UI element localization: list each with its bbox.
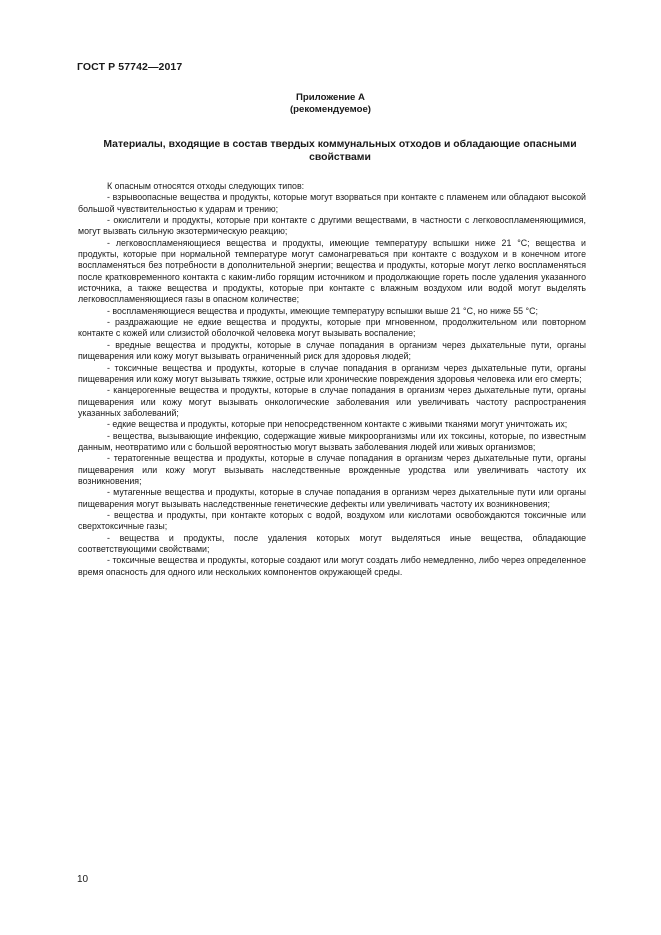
page-number: 10 — [77, 874, 89, 885]
hazard-item-irritant: - раздражающие не едкие вещества и продукты, которые при мгновенном, продолжительном или повторном контакте с кожей или слизистой оболочкой человека могут вызывать воспаление; — [78, 317, 586, 339]
hazard-item-secondary-release: - вещества и продукты, после удаления которых могут выделяться иные вещества, обладающие соответствующими свойствами; — [78, 532, 586, 554]
appendix-status: (рекомендуемое) — [289, 104, 371, 115]
hazard-item-mutagenic: - мутагенные вещества и продукты, которые в случае попадания в организм через дыхательные пути или органы пищеварения могут вызывать наследственные генетические дефекты или увеличивать частоту их возникновения; — [78, 487, 586, 509]
hazard-item-carcinogenic: - канцерогенные вещества и продукты, которые в случае попадания в организм через дыхательные пути, органы пищеварения или кожу могут вызывать онкологические заболевания или увеличивать частоту распространения указанных заболеваний; — [78, 385, 586, 418]
hazard-item-explosive: - взрывоопасные вещества и продукты, которые могут взорваться при контакте с пламенем или обладают высокой большой чувствительностью к ударам и трению; — [78, 192, 586, 214]
hazard-item-harmful: - вредные вещества и продукты, которые в случае попадания в организм через дыхательные пути, органы пищеварения или кожу могут вызывать ограниченный риск для здоровья людей; — [78, 339, 586, 362]
hazard-item-corrosive: - едкие вещества и продукты, которые при непосредственном контакте с живыми тканями могут уничтожать их; — [107, 419, 568, 430]
hazard-item-toxic-gas-release: - вещества и продукты, при контакте которых с водой, воздухом или кислотами освобождаются токсичные или сверхтоксичные газы; — [78, 509, 586, 532]
document-standard-header: ГОСТ Р 57742—2017 — [77, 61, 183, 73]
hazard-item-oxidizers: - окислители и продукты, которые при контакте с другими веществами, в частности с легковоспламеняющимися, могут вызвать сильную экзотермическую реакцию; — [78, 215, 586, 237]
hazard-item-ecotoxic: - токсичные вещества и продукты, которые создают или могут создать либо немедленно, либо через определенное время опасность для одного или нескольких компонентов окружающей среды. — [78, 555, 586, 577]
hazard-item-toxic: - токсичные вещества и продукты, которые в случае попадания в организм через дыхательные пути, органы пищеварения или кожу могут вызывать тяжкие, острые или хронические повреждения здоровья человека или его смерть; — [78, 362, 586, 384]
body-text — [78, 181, 586, 578]
hazard-item-infectious: - вещества, вызывающие инфекцию, содержащие живые микроорганизмы или их токсины, которые, по известным данным, неотвратимо или с большой вероятностью могут вызвать заболевания людей или живых организмов; — [78, 430, 586, 452]
appendix-title: Материалы, входящие в состав твердых коммунальных отходов и обладающие опасными свойствами — [103, 139, 577, 163]
hazard-item-flammable: - воспламеняющиеся вещества и продукты, имеющие температуру вспышки выше 21 °С, но ниже 55 °С; — [107, 305, 538, 316]
appendix-heading — [0, 92, 661, 116]
intro-paragraph: К опасным относятся отходы следующих типов: — [107, 181, 305, 191]
hazard-item-teratogenic: - тератогенные вещества и продукты, которые в случае попадания в организм через дыхательные пути, органы пищеварения или кожу могут вызывать наследственные врожденные уродства или увеличивать частоту их возникновения; — [78, 453, 586, 486]
appendix-label: Приложение А — [296, 92, 365, 103]
hazard-item-highly-flammable: - легковоспламеняющиеся вещества и продукты, имеющие температуру вспышки ниже 21 °С; вещества и продукты, которые при нормальной температуре могут самонагреваться при контакте с воздухом и в конечном итоге воспламеняться без потребности в дополнительной энергии; вещества и продукты, которые могут легко воспламеняться после кратковременного контакта с каким-либо горящим источником и продолжающие гореть после удаления указанного источника, а также вещества и продукты, которые при контакте с влажным воздухом или водой могут выделять легковоспламеняющиеся газы в опасном количестве; — [78, 237, 586, 305]
